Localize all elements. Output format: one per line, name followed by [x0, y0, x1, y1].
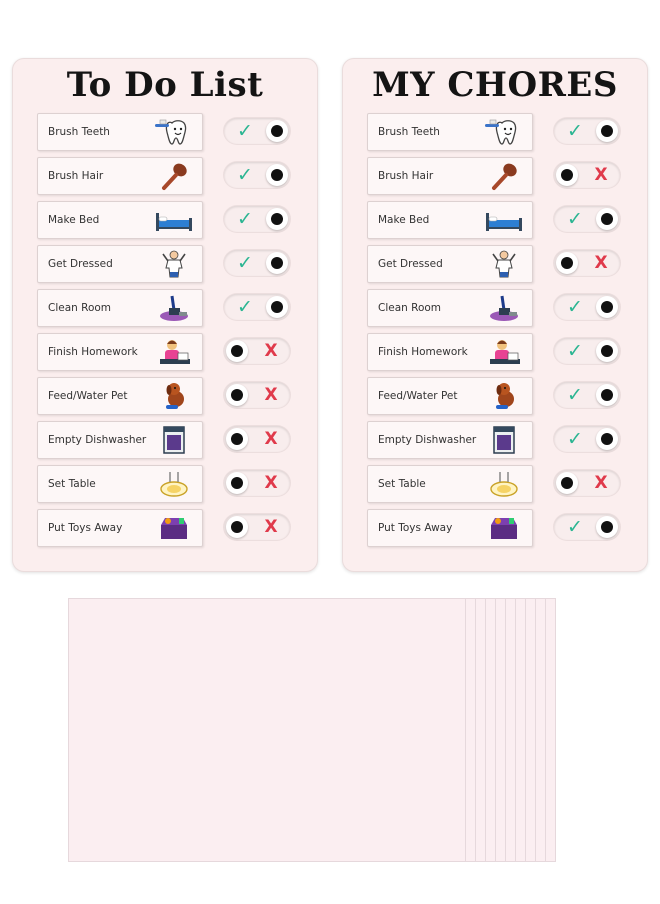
- slider-knob[interactable]: [556, 472, 578, 494]
- cross-icon: X: [264, 385, 278, 405]
- slider-knob[interactable]: [226, 340, 248, 362]
- chore-card: [367, 509, 533, 547]
- check-icon: ✓: [567, 120, 583, 142]
- tooth-icon: [152, 117, 196, 147]
- check-icon: ✓: [237, 252, 253, 274]
- chore-label: Brush Teeth: [48, 126, 110, 138]
- check-icon: ✓: [237, 164, 253, 186]
- chore-label: Make Bed: [378, 214, 430, 226]
- chore-card: [367, 201, 533, 239]
- slider-knob[interactable]: [226, 428, 248, 450]
- chore-row: [13, 199, 317, 239]
- chore-label: Set Table: [378, 478, 426, 490]
- plate-icon: [152, 469, 196, 499]
- dishwasher-icon: [152, 425, 196, 455]
- chore-card: [37, 245, 203, 283]
- chore-row: [13, 507, 317, 547]
- check-icon: ✓: [567, 384, 583, 406]
- status-slider[interactable]: [224, 294, 290, 320]
- chore-label: Feed/Water Pet: [48, 390, 128, 402]
- chore-card: [37, 201, 203, 239]
- slider-knob[interactable]: [266, 120, 288, 142]
- slider-knob[interactable]: [596, 120, 618, 142]
- chore-row: [343, 463, 647, 503]
- check-icon: ✓: [237, 296, 253, 318]
- chore-row: [13, 243, 317, 283]
- pet-dog-icon: [152, 381, 196, 411]
- slider-knob[interactable]: [226, 516, 248, 538]
- status-slider[interactable]: [554, 118, 620, 144]
- toy-box-icon: [482, 513, 526, 543]
- status-slider[interactable]: [224, 382, 290, 408]
- slider-knob[interactable]: [226, 384, 248, 406]
- toy-box-icon: [152, 513, 196, 543]
- status-slider[interactable]: [224, 250, 290, 276]
- chore-label: Set Table: [48, 478, 96, 490]
- chore-card: [37, 377, 203, 415]
- cross-icon: X: [264, 473, 278, 493]
- chore-label: Clean Room: [48, 302, 112, 314]
- todo-list-board: [12, 58, 318, 572]
- cross-icon: X: [594, 253, 608, 273]
- chore-card: [367, 289, 533, 327]
- chore-row: [13, 419, 317, 459]
- chore-card: [37, 289, 203, 327]
- bed-icon: [152, 205, 196, 235]
- child-dressing-icon: [482, 249, 526, 279]
- status-slider[interactable]: [554, 338, 620, 364]
- chore-card: [367, 333, 533, 371]
- cross-icon: X: [264, 429, 278, 449]
- chore-card: [37, 333, 203, 371]
- slider-knob[interactable]: [556, 164, 578, 186]
- check-icon: ✓: [237, 208, 253, 230]
- board-title: To Do List: [66, 65, 264, 105]
- chore-card: [37, 465, 203, 503]
- dishwasher-icon: [482, 425, 526, 455]
- chore-row: [343, 199, 647, 239]
- plate-icon: [482, 469, 526, 499]
- chore-label: Brush Hair: [378, 170, 434, 182]
- status-slider[interactable]: [224, 338, 290, 364]
- chore-row: [343, 111, 647, 151]
- status-slider[interactable]: [554, 426, 620, 452]
- chore-row: [13, 463, 317, 503]
- chore-row: [13, 111, 317, 151]
- chore-label: Empty Dishwasher: [48, 434, 147, 446]
- chore-card: [367, 113, 533, 151]
- status-slider[interactable]: [554, 206, 620, 232]
- check-icon: ✓: [567, 296, 583, 318]
- chore-label: Finish Homework: [48, 346, 138, 358]
- chore-label: Clean Room: [378, 302, 442, 314]
- slider-knob[interactable]: [266, 296, 288, 318]
- status-slider[interactable]: [224, 206, 290, 232]
- chore-label: Get Dressed: [378, 258, 443, 270]
- chore-card: [367, 465, 533, 503]
- status-slider[interactable]: [554, 470, 620, 496]
- blank-card: [68, 598, 466, 862]
- check-icon: ✓: [237, 120, 253, 142]
- chore-row: [343, 331, 647, 371]
- hairbrush-icon: [152, 161, 196, 191]
- status-slider[interactable]: [554, 382, 620, 408]
- chore-row: [13, 375, 317, 415]
- chore-card: [367, 245, 533, 283]
- chore-card: [37, 157, 203, 195]
- status-slider[interactable]: [224, 162, 290, 188]
- slider-knob[interactable]: [596, 296, 618, 318]
- status-slider[interactable]: [224, 426, 290, 452]
- chore-label: Get Dressed: [48, 258, 113, 270]
- slider-knob[interactable]: [596, 208, 618, 230]
- slider-knob[interactable]: [596, 340, 618, 362]
- homework-icon: [482, 337, 526, 367]
- homework-icon: [152, 337, 196, 367]
- board-title: MY CHORES: [372, 65, 618, 105]
- status-slider[interactable]: [554, 250, 620, 276]
- chore-label: Empty Dishwasher: [378, 434, 477, 446]
- chore-label: Make Bed: [48, 214, 100, 226]
- slider-knob[interactable]: [266, 252, 288, 274]
- slider-knob[interactable]: [596, 516, 618, 538]
- status-slider[interactable]: [554, 514, 620, 540]
- bed-icon: [482, 205, 526, 235]
- cross-icon: X: [264, 517, 278, 537]
- slider-knob[interactable]: [556, 252, 578, 274]
- chore-row: [343, 243, 647, 283]
- broom-icon: [152, 293, 196, 323]
- chore-row: [343, 507, 647, 547]
- chore-card: [37, 421, 203, 459]
- chore-label: Finish Homework: [378, 346, 468, 358]
- check-icon: ✓: [567, 516, 583, 538]
- chore-row: [343, 375, 647, 415]
- slider-knob[interactable]: [596, 428, 618, 450]
- chore-card: [367, 157, 533, 195]
- chore-card: [367, 421, 533, 459]
- slider-knob[interactable]: [226, 472, 248, 494]
- chore-row: [343, 287, 647, 327]
- chore-card: [37, 113, 203, 151]
- chore-row: [13, 155, 317, 195]
- check-icon: ✓: [567, 428, 583, 450]
- chore-row: [13, 331, 317, 371]
- status-slider[interactable]: [554, 162, 620, 188]
- slider-knob[interactable]: [596, 384, 618, 406]
- chore-row: [13, 287, 317, 327]
- cross-icon: X: [594, 165, 608, 185]
- chore-label: Brush Teeth: [378, 126, 440, 138]
- chore-row: [343, 155, 647, 195]
- chore-row: [343, 419, 647, 459]
- status-slider[interactable]: [554, 294, 620, 320]
- slider-knob[interactable]: [266, 208, 288, 230]
- chore-label: Feed/Water Pet: [378, 390, 458, 402]
- status-slider[interactable]: [224, 118, 290, 144]
- tooth-icon: [482, 117, 526, 147]
- slider-knob[interactable]: [266, 164, 288, 186]
- chore-label: Put Toys Away: [378, 522, 453, 534]
- chore-card: [37, 509, 203, 547]
- chore-label: Put Toys Away: [48, 522, 123, 534]
- cross-icon: X: [594, 473, 608, 493]
- check-icon: ✓: [567, 340, 583, 362]
- chore-label: Brush Hair: [48, 170, 104, 182]
- status-slider[interactable]: [224, 470, 290, 496]
- my-chores-board: [342, 58, 648, 572]
- chore-card: [367, 377, 533, 415]
- check-icon: ✓: [567, 208, 583, 230]
- cross-icon: X: [264, 341, 278, 361]
- pet-dog-icon: [482, 381, 526, 411]
- status-slider[interactable]: [224, 514, 290, 540]
- broom-icon: [482, 293, 526, 323]
- child-dressing-icon: [152, 249, 196, 279]
- hairbrush-icon: [482, 161, 526, 191]
